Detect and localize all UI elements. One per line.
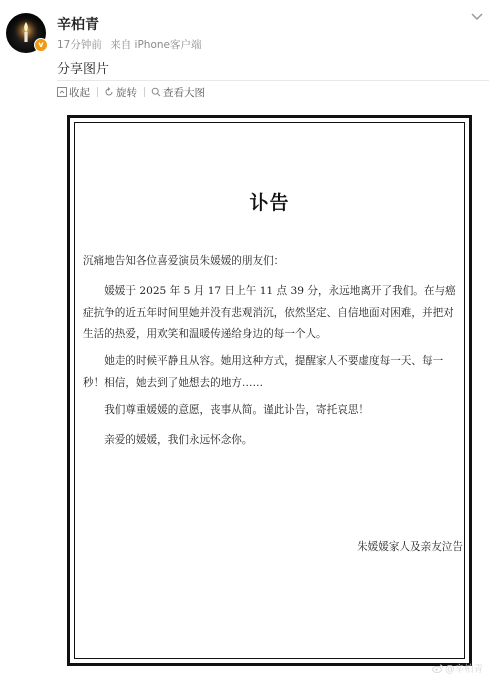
collect-label: 收起 xyxy=(69,86,90,99)
rotate-button[interactable] xyxy=(104,85,137,100)
zoom-icon xyxy=(151,87,161,97)
divider xyxy=(57,80,489,81)
view-large-button[interactable] xyxy=(151,85,205,100)
post-image[interactable] xyxy=(57,104,489,679)
post-time[interactable]: 17分钟前 xyxy=(57,39,102,51)
view-large-label: 查看大图 xyxy=(163,86,205,99)
obituary-paragraph: 亲爱的媛媛，我们永远怀念你。 xyxy=(104,434,253,446)
obituary-paragraph: 媛媛于 2025 年 5 月 17 日上午 11 点 39 分，永远地离开了我们。在与癌症抗争的近五年时间里她并没有悲观消沉，依然坚定、自信地面对困难，并把对生活的热爱，用欢笑和温暖传递给身边的每一个人。 xyxy=(83,285,456,340)
obituary-signature: 朱媛媛家人及亲友泣告 xyxy=(357,541,463,553)
post-text: 分享图片 xyxy=(57,62,110,77)
chevron-down-icon[interactable] xyxy=(470,12,484,22)
obituary-paragraph: 我们尊重媛媛的意愿，丧事从简。谨此讣告，寄托哀思！ xyxy=(104,404,370,416)
verified-badge: v xyxy=(34,38,48,52)
watermark-text: @辛柏青 xyxy=(444,664,483,675)
obituary-border xyxy=(67,115,472,666)
collapse-icon xyxy=(57,87,67,97)
weibo-logo-icon xyxy=(432,664,443,673)
image-toolbar xyxy=(57,85,210,99)
post-header xyxy=(0,0,496,80)
collect-button[interactable] xyxy=(57,85,90,100)
obituary-salutation: 沉痛地告知各位喜爱演员朱媛媛的朋友们： xyxy=(83,255,285,267)
post-meta xyxy=(57,37,207,52)
toolbar-separator xyxy=(144,87,145,97)
obituary-paragraph: 她走的时候平静且从容。她用这种方式，提醒家人不要虚度每一天、每一秒！相信，她去到了她想去的地方…… xyxy=(83,355,444,389)
obituary-title: 讣告 xyxy=(249,192,290,214)
rotate-label: 旋转 xyxy=(116,86,137,99)
username[interactable]: 辛柏青 xyxy=(57,17,99,33)
rotate-icon xyxy=(104,87,114,97)
post-source: 来自 iPhone客户端 xyxy=(110,39,202,51)
toolbar-separator xyxy=(97,87,98,97)
image-watermark xyxy=(432,661,483,675)
